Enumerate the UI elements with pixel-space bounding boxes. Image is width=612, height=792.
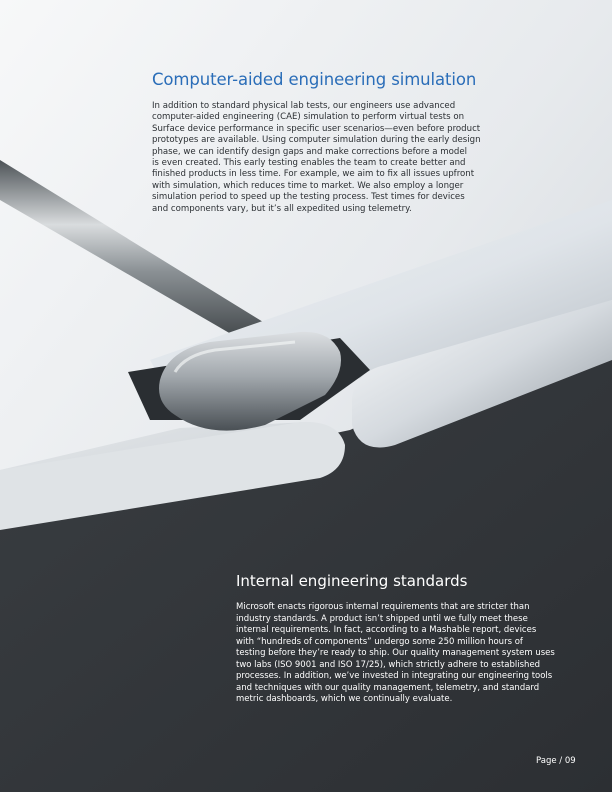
standards-paragraph [236, 602, 566, 706]
standards-section [236, 572, 566, 706]
standards-line: two labs (ISO 9001 and ISO 17/25), which strictly adhere to established [236, 659, 541, 670]
standards-line: metric dashboards, which we continually evaluate. [236, 694, 453, 704]
standards-line: processes. In addition, we’ve invested in integrating our engineering tools [236, 671, 553, 681]
standards-line: Microsoft enacts rigorous internal requirements that are stricter than [236, 602, 530, 612]
standards-line: and techniques with our quality management, telemetry, and standard [236, 682, 540, 693]
page-number: Page / 09 [536, 756, 576, 766]
cae-line: In addition to standard physical lab tests, our engineers use advanced [152, 101, 456, 111]
standards-line: industry standards. A product isn’t shipped until we fully meet these [236, 613, 528, 624]
cae-line: with simulation, which reduces time to market. We also employ a longer [152, 180, 464, 191]
cae-section [152, 70, 492, 215]
standards-line: testing before they’re ready to ship. Our quality management system uses [236, 648, 555, 658]
cae-line: Surface device performance in specific user scenarios—even before product [152, 123, 481, 134]
cae-line: simulation period to speed up the testing process. Test times for devices [152, 192, 465, 203]
standards-line: with “hundreds of components” undergo some 250 million hours of [236, 636, 523, 647]
standards-heading: Internal engineering standards [236, 572, 468, 590]
cae-line: prototypes are available. Using computer simulation during the early design [152, 135, 481, 146]
cae-line: is even created. This early testing enables the team to create better and [152, 158, 466, 169]
cae-line: finished products in less time. For example, we aim to fix all issues upfront [152, 169, 475, 180]
cae-heading: Computer-aided engineering simulation [152, 70, 477, 89]
cae-line: computer-aided engineering (CAE) simulation to perform virtual tests on [152, 112, 465, 123]
standards-line: internal requirements. In fact, according to a Mashable report, devices [236, 625, 537, 635]
cae-line: and components vary, but it’s all expedited using telemetry. [152, 203, 412, 214]
cae-line: phase, we can identify design gaps and make corrections before a model [152, 146, 468, 157]
cae-paragraph [152, 101, 492, 215]
